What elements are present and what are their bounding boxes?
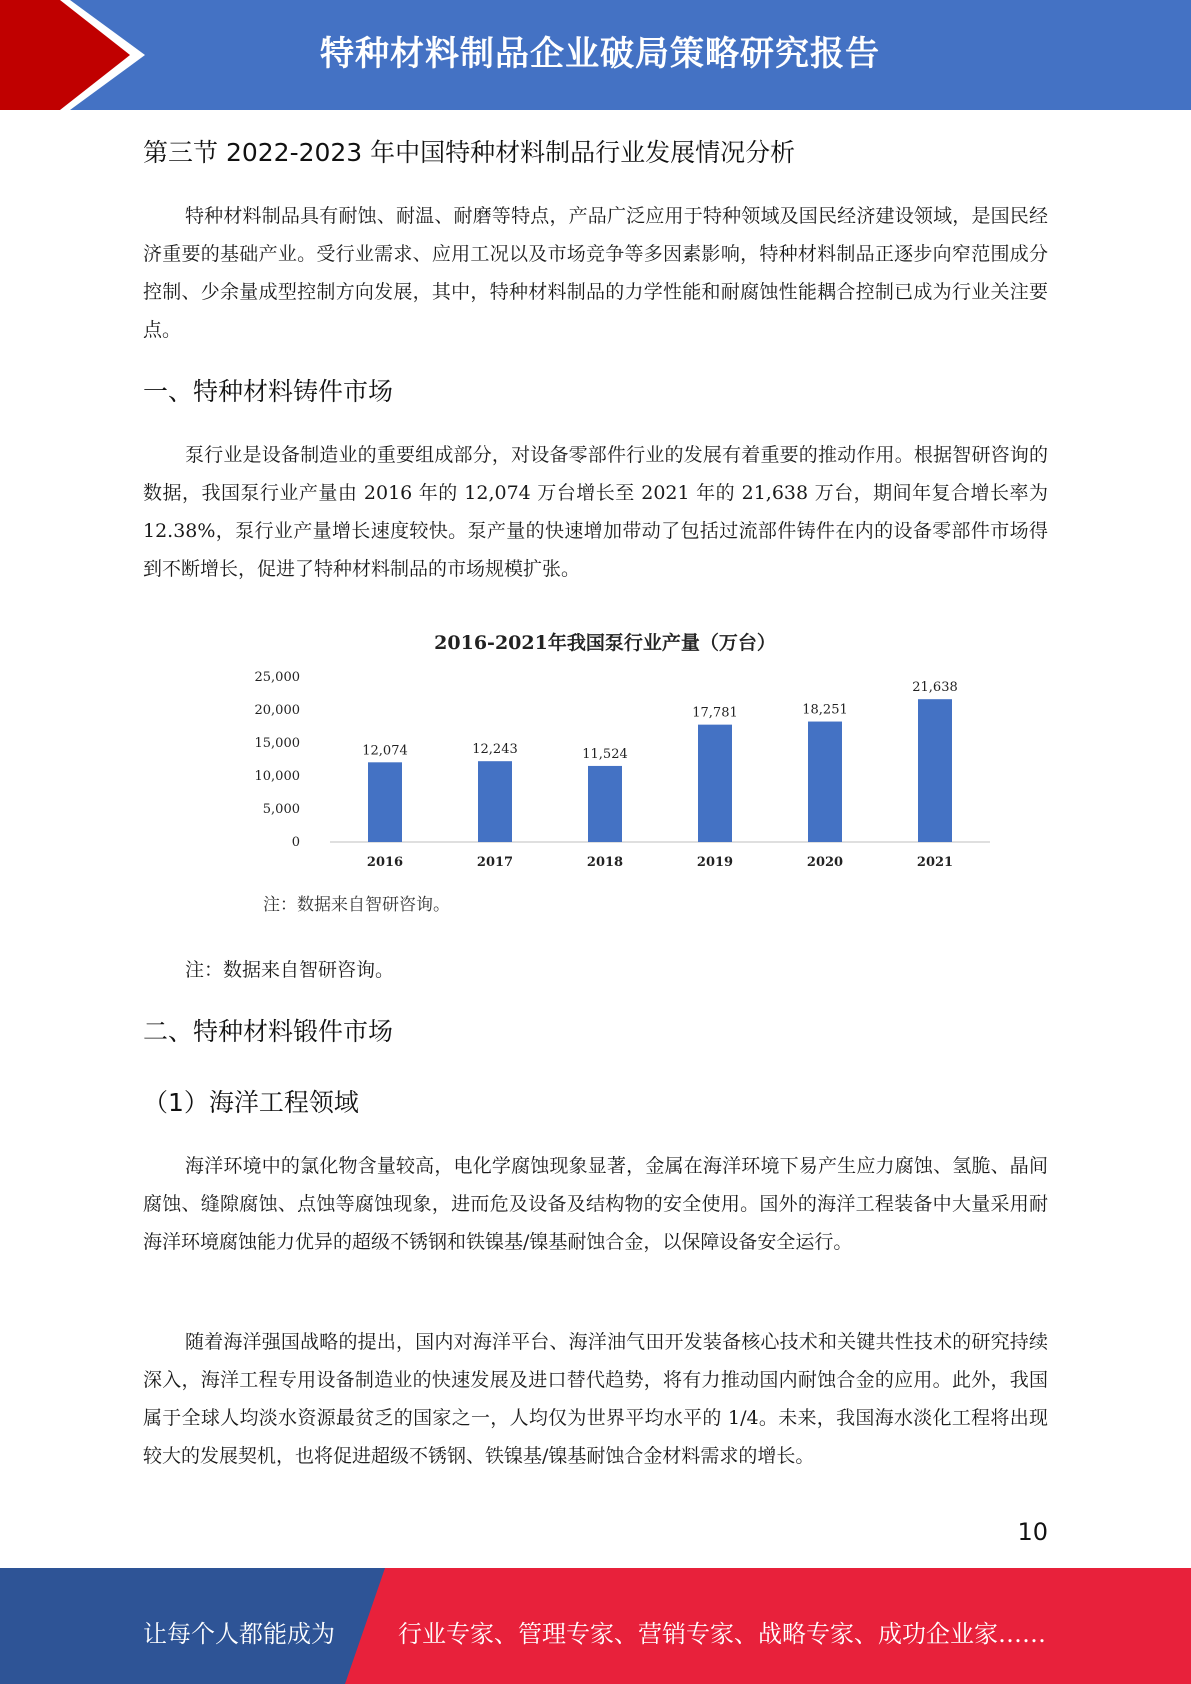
- chart-source-note: 注：数据来自智研咨询。: [263, 895, 450, 915]
- x-tick-label-2018: 2018: [586, 855, 624, 870]
- y-tick-label: 0: [291, 835, 300, 850]
- footer-band: [0, 1568, 1191, 1684]
- header-chevron-icon: [0, 0, 200, 110]
- marine-paragraph-1: 海洋环境中的氯化物含量较高，电化学腐蚀现象显著，金属在海洋环境下易产生应力腐蚀、氢脆、晶间腐蚀、缝隙腐蚀、点蚀等腐蚀现象，进而危及设备及结构物的安全使用。国外的海洋工程装备中大量采用耐海洋环境腐蚀能力优异的超级不锈钢和铁镍基/镍基耐蚀合金，以保障设备安全运行。: [143, 1155, 1048, 1253]
- bar-2018: [588, 766, 622, 842]
- x-tick-label-2020: 2020: [806, 855, 844, 870]
- data-label-2019: 17,781: [692, 705, 738, 721]
- bar-2019: [698, 725, 732, 842]
- bar-2020: [808, 722, 842, 842]
- x-tick-label-2019: 2019: [696, 855, 734, 870]
- data-label-2017: 12,243: [472, 742, 518, 758]
- report-title: 特种材料制品企业破局策略研究报告: [320, 34, 880, 74]
- pump-output-chart: [255, 625, 995, 925]
- marine-subheading: （1）海洋工程领域: [143, 1088, 359, 1117]
- data-label-2016: 12,074: [362, 743, 408, 759]
- x-tick-label-2016: 2016: [366, 855, 404, 870]
- y-tick-label: 5,000: [262, 802, 300, 817]
- section-title: 第三节 2022-2023 年中国特种材料制品行业发展情况分析: [143, 138, 796, 167]
- intro-paragraph: 特种材料制品具有耐蚀、耐温、耐磨等特点，产品广泛应用于特种领域及国民经济建设领域，是国民经济重要的基础产业。受行业需求、应用工况以及市场竞争等多因素影响，特种材料制品正逐步向窄范围成分控制、少余量成型控制方向发展，其中，特种材料制品的力学性能和耐腐蚀性能耦合控制已成为行业关注要点。: [143, 205, 1048, 341]
- bar-2017: [478, 761, 512, 842]
- footer-slogan-left: 让每个人都能成为: [143, 1620, 335, 1648]
- source-note: 注：数据来自智研咨询。: [185, 959, 395, 981]
- castings-heading: 一、特种材料铸件市场: [143, 377, 394, 406]
- x-tick-label-2021: 2021: [916, 855, 954, 870]
- castings-paragraph: 泵行业是设备制造业的重要组成部分，对设备零部件行业的发展有着重要的推动作用。根据智研咨询的数据，我国泵行业产量由 2016 年的 12,074 万台增长至 2021 年的 21,638 万台，期间年复合增长率为 12.38%，泵行业产量增长速度较快。泵产量的快速增加带动了包括过流部件铸件在内的设备零部件市场得到不断增长，促进了特种材料制品的市场规模扩张。: [143, 444, 1048, 580]
- y-tick-label: 10,000: [255, 769, 300, 784]
- chart-title: 2016-2021年我国泵行业产量（万台）: [434, 632, 776, 654]
- marine-paragraph-2: 随着海洋强国战略的提出，国内对海洋平台、海洋油气田开发装备核心技术和关键共性技术的研究持续深入，海洋工程专用设备制造业的快速发展及进口替代趋势，将有力推动国内耐蚀合金的应用。此外，我国属于全球人均淡水资源最贫乏的国家之一，人均仅为世界平均水平的 1/4。未来，我国海水淡化工程将出现较大的发展契机，也将促进超级不锈钢、铁镍基/镍基耐蚀合金材料需求的增长。: [143, 1331, 1048, 1467]
- y-tick-label: 20,000: [255, 703, 300, 718]
- y-tick-label: 25,000: [255, 670, 300, 685]
- y-tick-label: 15,000: [255, 736, 300, 751]
- bar-chart-svg: [255, 625, 995, 925]
- page-number: 10: [1017, 1518, 1048, 1546]
- data-label-2021: 21,638: [912, 680, 958, 696]
- data-label-2020: 18,251: [802, 702, 848, 718]
- header-band: [0, 0, 1191, 110]
- bar-2021: [918, 699, 952, 842]
- forgings-heading: 二、特种材料锻件市场: [143, 1017, 394, 1046]
- bar-2016: [368, 762, 402, 842]
- footer-slogan-right: 行业专家、管理专家、营销专家、战略专家、成功企业家……: [398, 1620, 1046, 1648]
- x-tick-label-2017: 2017: [476, 855, 514, 870]
- data-label-2018: 11,524: [582, 746, 628, 762]
